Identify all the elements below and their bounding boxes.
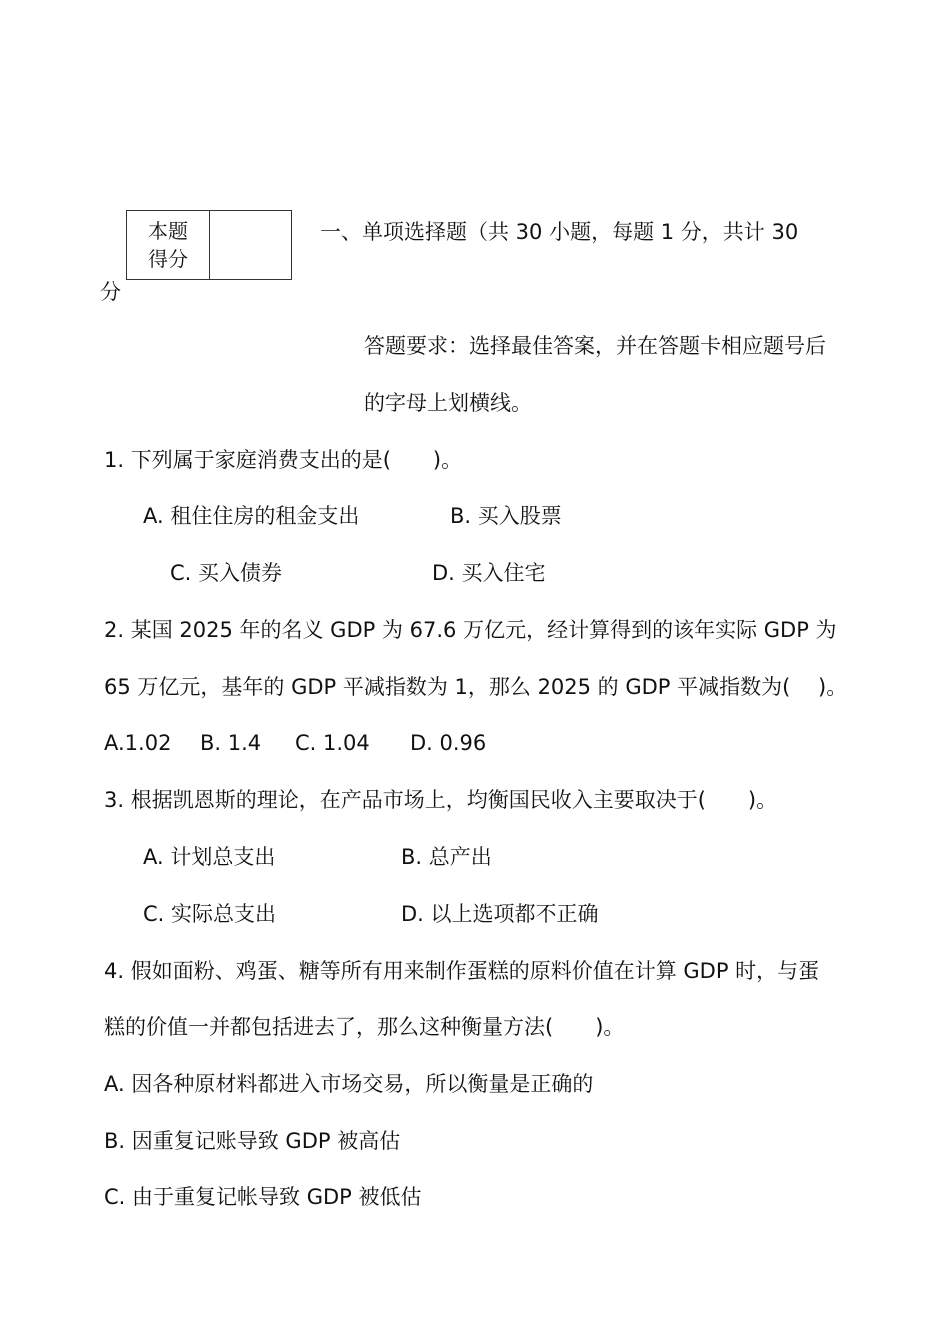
- score-label: [127, 211, 210, 279]
- question-3-option-b: B. 总产出: [401, 845, 492, 869]
- question-2-option-a: A.1.02: [104, 731, 172, 755]
- question-4-option-c: C. 由于重复记帐导致 GDP 被低估: [104, 1185, 422, 1209]
- question-3-stem: 3. 根据凯恩斯的理论，在产品市场上，均衡国民收入主要取决于( )。: [104, 788, 778, 812]
- score-box: [126, 210, 292, 280]
- question-3-option-d: D. 以上选项都不正确: [401, 902, 599, 926]
- question-4-stem-line-2: 糕的价值一并都包括进去了，那么这种衡量方法( )。: [104, 1015, 625, 1039]
- question-2-stem-line-2: 65 万亿元，基年的 GDP 平减指数为 1，那么 2025 的 GDP 平减指数为( )。: [104, 675, 848, 699]
- question-3-option-c: C. 实际总支出: [143, 902, 277, 926]
- question-2-option-b: B. 1.4: [200, 731, 262, 755]
- question-1-option-d: D. 买入住宅: [432, 561, 546, 585]
- score-value-cell: [210, 211, 291, 279]
- question-1-stem: 1. 下列属于家庭消费支出的是( )。: [104, 448, 463, 472]
- question-2-option-c: C. 1.04: [295, 731, 370, 755]
- requirement-line-2: 的字母上划横线。: [364, 391, 532, 415]
- question-1-option-c: C. 买入债券: [170, 561, 283, 585]
- requirement-line-1: 答题要求：选择最佳答案，并在答题卡相应题号后: [364, 334, 826, 358]
- score-label-line2: 得分: [148, 247, 188, 271]
- question-1-option-a: A. 租住住房的租金支出: [143, 504, 360, 528]
- question-3-option-a: A. 计划总支出: [143, 845, 276, 869]
- section-heading-overflow: 分: [100, 280, 121, 304]
- question-1-option-b: B. 买入股票: [450, 504, 562, 528]
- score-label-line1: 本题: [148, 219, 188, 243]
- question-4-option-a: A. 因各种原材料都进入市场交易，所以衡量是正确的: [104, 1072, 594, 1096]
- section-heading: 一、单项选择题（共 30 小题，每题 1 分，共计 30: [320, 220, 799, 244]
- question-2-option-d: D. 0.96: [410, 731, 487, 755]
- question-4-option-b: B. 因重复记账导致 GDP 被高估: [104, 1129, 401, 1153]
- question-4-stem-line-1: 4. 假如面粉、鸡蛋、糖等所有用来制作蛋糕的原料价值在计算 GDP 时，与蛋: [104, 959, 820, 983]
- question-2-stem-line-1: 2. 某国 2025 年的名义 GDP 为 67.6 万亿元，经计算得到的该年实际 GDP 为: [104, 618, 837, 642]
